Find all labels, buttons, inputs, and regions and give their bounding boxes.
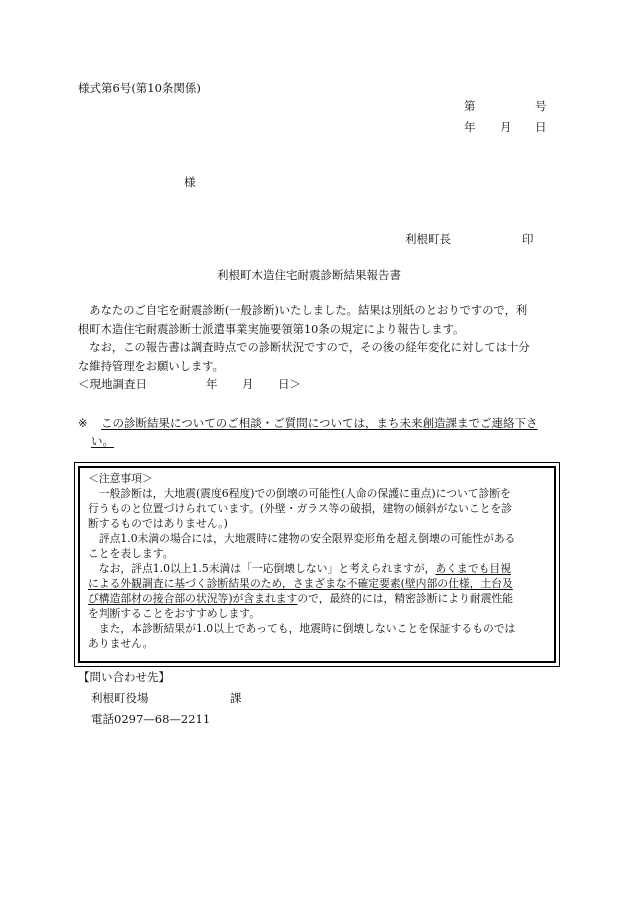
- contact-note-line-1: この診断結果についてのご相談・ご質問については，まち未来創造課までご連絡下さ: [101, 416, 538, 430]
- notice-heading: ＜注意事項＞: [88, 472, 153, 485]
- issuer-seal: 印: [522, 232, 534, 246]
- notice-p3-line-1: [88, 561, 548, 576]
- notice-p3-line-4: を判断することをおすすめします。: [88, 607, 260, 620]
- inquiry-office: 利根町役場: [91, 691, 149, 705]
- notice-p1-line-1: 一般診断は，大地震(震度6程度)での倒壊の可能性(人命の保護に重点)について診断を: [98, 487, 511, 500]
- doc-number-label-go: 号: [535, 99, 547, 113]
- notice-p1-line-2: 行うものと位置づけられています。(外壁・ガラス等の破損，建物の傾斜がないことを診: [88, 502, 513, 515]
- body-line-2: 根町木造住宅耐震診断士派遣事業実施要領第10条の規定により報告します。: [78, 322, 465, 336]
- body-line-1: あなたのご自宅を耐震診断(一般診断)いたしました。結果は別紙のとおりですので，利: [89, 304, 528, 317]
- notice-p1-line-3: 断するものではありません。): [88, 517, 228, 530]
- addressee-suffix: 様: [184, 175, 196, 189]
- document-title: 利根町木造住宅耐震診断結果報告書: [217, 268, 401, 282]
- form-number: 様式第6号(第10条関係): [78, 81, 201, 95]
- body-text: [78, 302, 558, 376]
- notice-p3-line-1-plain: なお，評点1.0以上1.5未満は「一応倒壊しない」と考えられますが，: [98, 562, 436, 575]
- notice-p3-line-3-underlined: び構造部材の接合部の状況等)が含まれます: [88, 592, 298, 605]
- notice-p4-line-1: また，本診断結果が1.0以上であっても，地震時に倒壊しないことを保証するものでは: [98, 622, 516, 635]
- survey-date-day: 日＞: [278, 377, 301, 391]
- survey-date-year: 年: [206, 377, 218, 391]
- notice-p2-line-2: ことを表します。: [88, 547, 174, 560]
- doc-number-label-dai: 第: [464, 99, 476, 113]
- body-line-3: なお，この報告書は調査時点での診断状況ですので，その後の経年変化に対しては十分: [89, 341, 530, 354]
- inquiry-heading: 【問い合わせ先】: [78, 670, 170, 684]
- date-year-label: 年: [464, 120, 476, 134]
- notice-p3-line-1-underlined: あくまでも目視: [435, 562, 512, 575]
- contact-note-mark: ※: [78, 416, 88, 430]
- notice-p3-line-3: [88, 591, 548, 606]
- date-month-label: 月: [500, 120, 512, 134]
- contact-note-line-2: い。: [91, 434, 114, 448]
- issuer-name: 利根町長: [405, 232, 451, 246]
- date-day-label: 日: [535, 120, 547, 134]
- notice-p4-line-2: ありません。: [88, 637, 154, 650]
- inquiry-phone: 電話0297—68—2211: [91, 712, 211, 726]
- inquiry-section: 課: [230, 691, 242, 705]
- notice-p3-line-3-plain: ので，最終的には，精密診断により耐震性能: [297, 592, 514, 605]
- survey-date-month: 月: [242, 377, 254, 391]
- notice-box-inner: [78, 466, 556, 663]
- survey-date-label: ＜現地調査日: [78, 377, 147, 391]
- notice-p2-line-1: 評点1.0未満の場合には，大地震時に建物の安全限界変形角を超え倒壊の可能性がある: [98, 532, 516, 545]
- notice-p3-line-2: による外観調査に基づく診断結果のため，さまざまな不確定要素(壁内部の仕様，土台及: [88, 577, 513, 590]
- body-line-4: な維持管理をお願いします。: [78, 359, 224, 373]
- notice-box: [74, 462, 560, 667]
